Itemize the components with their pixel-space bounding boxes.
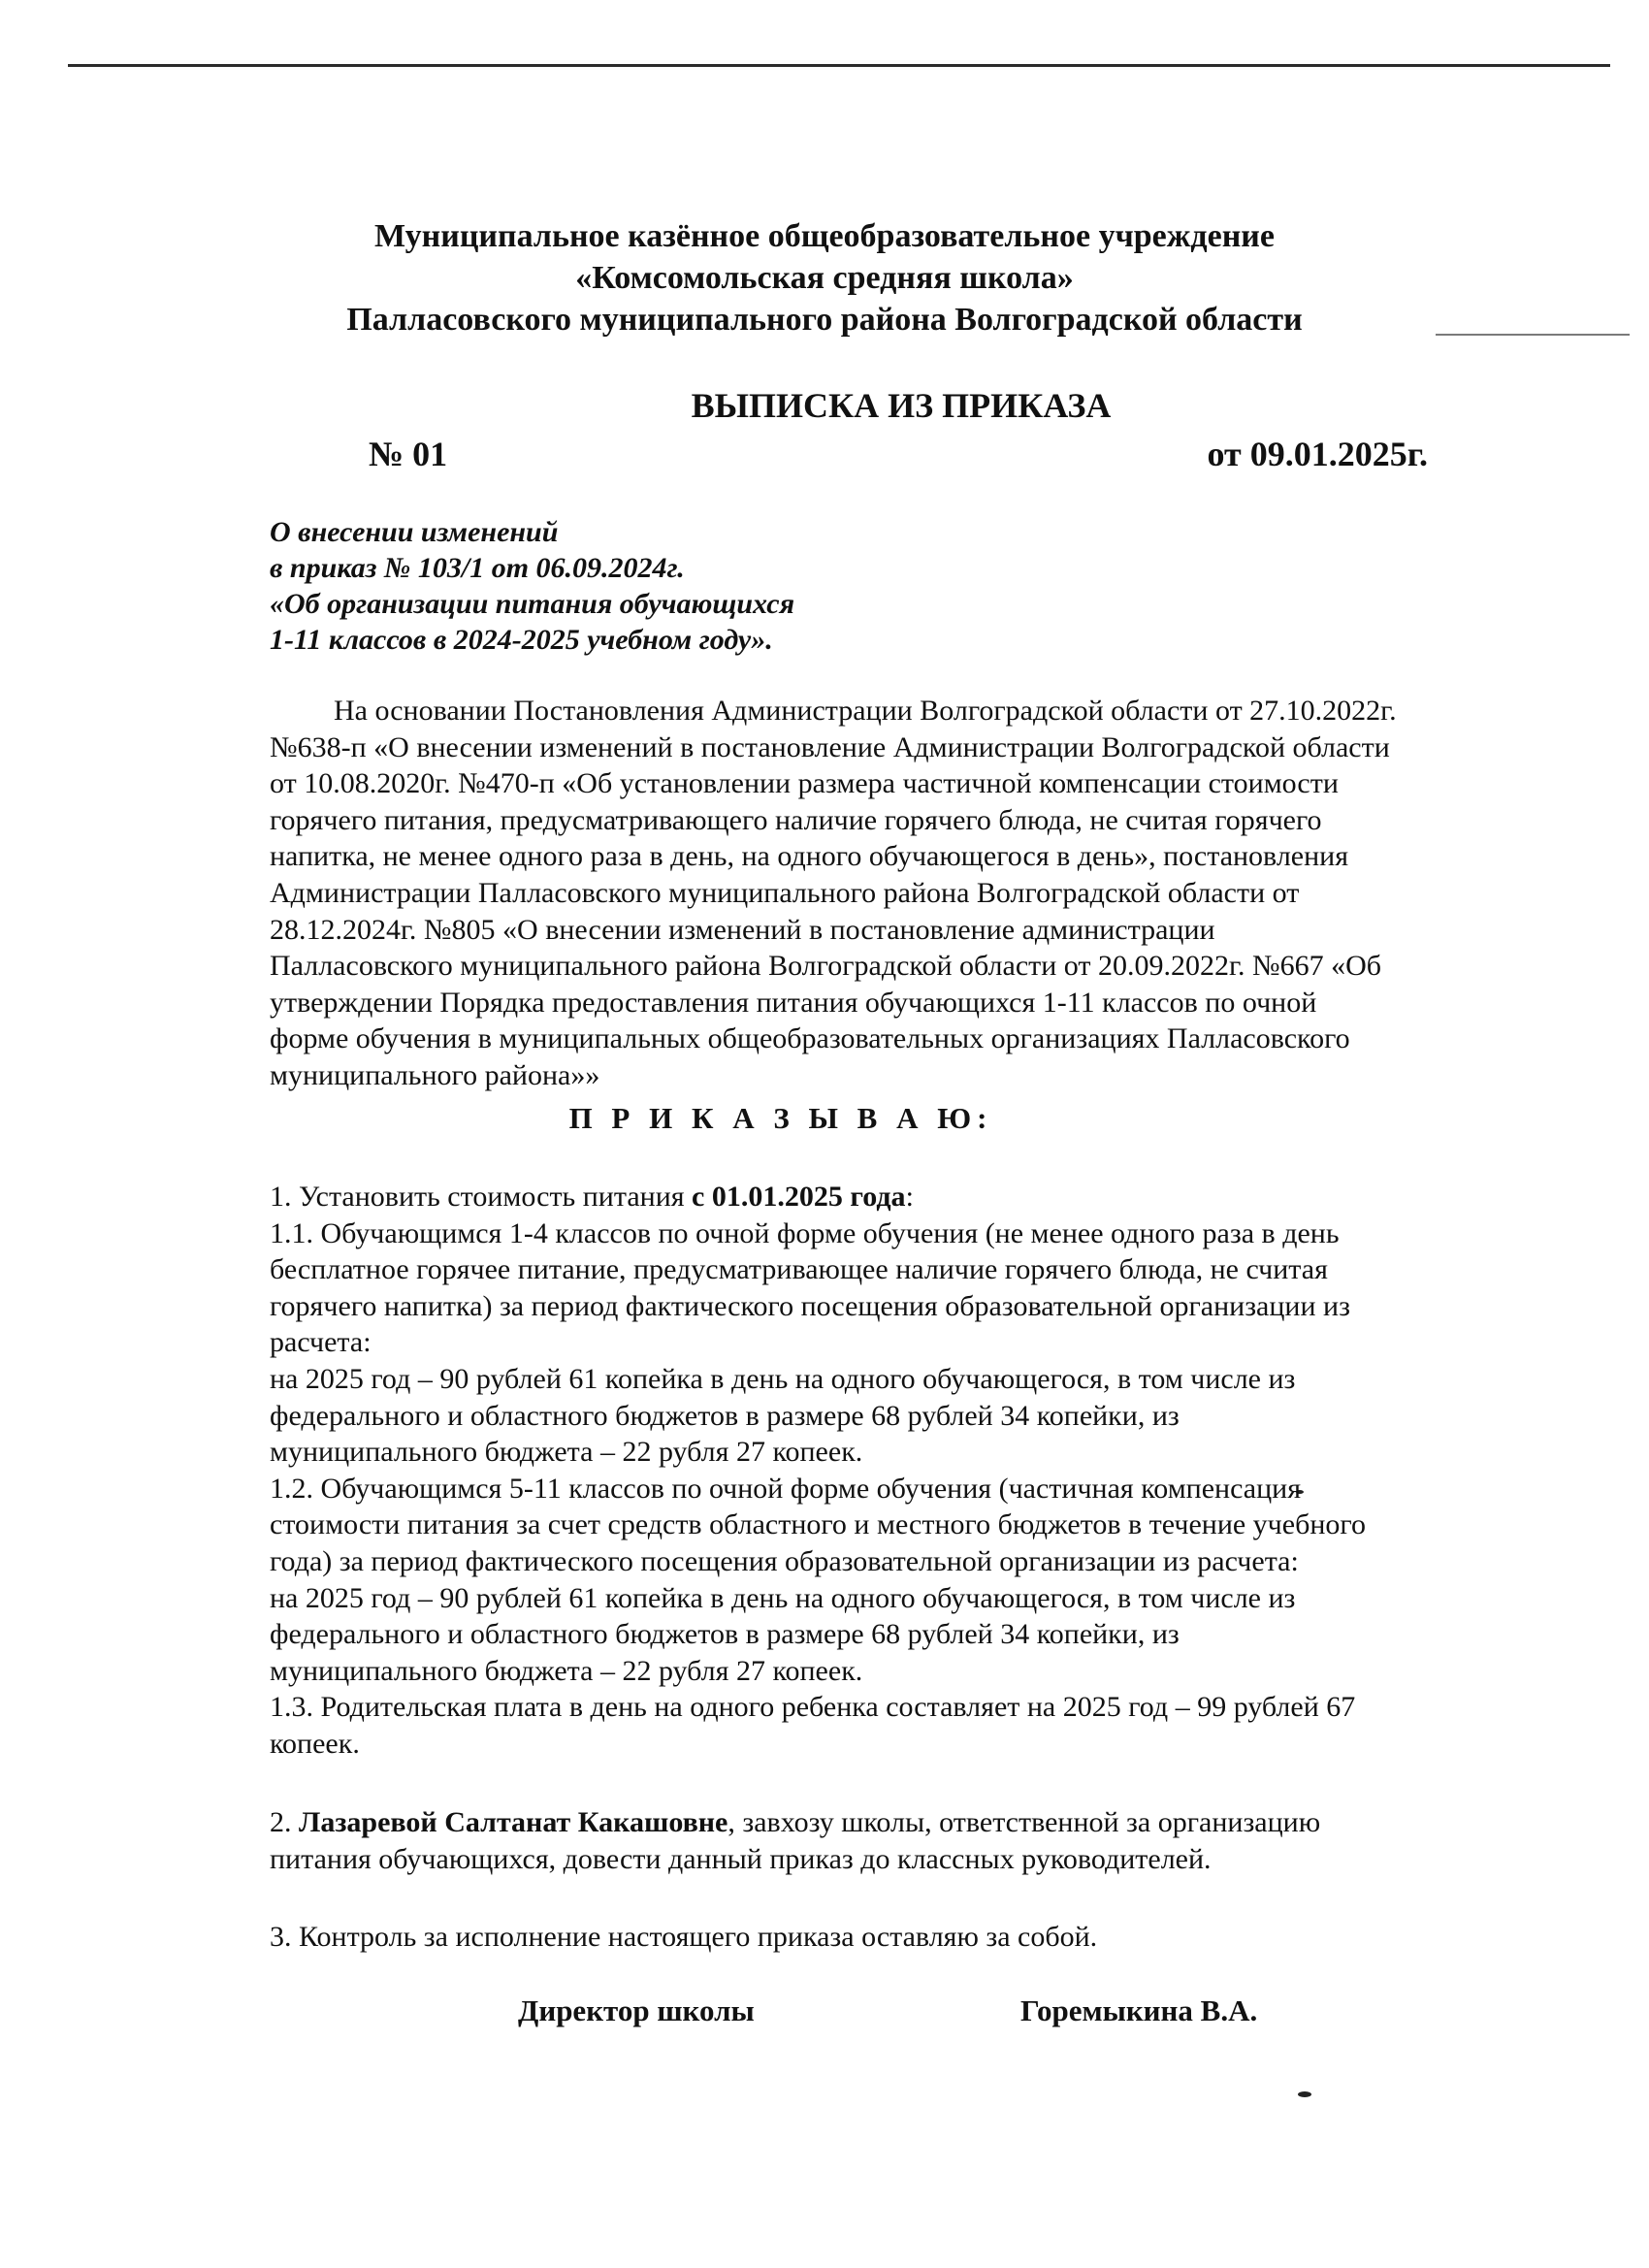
item-2-line-1-text: , завхозу школы, ответственной за организацию [728,1806,1321,1838]
basis-line: утверждении Порядка предоставления питания обучающихся 1-11 классов по очной [270,986,1317,1019]
item-1-line: горячего напитка) за период фактического посещения образовательной организации из [270,1289,1350,1322]
document-title: ВЫПИСКА ИЗ ПРИКАЗА [691,386,1112,425]
item-1-line: расчета: [270,1326,372,1359]
item-1-line: 1.2. Обучающимся 5-11 классов по очной форме обучения (частичная компенсация [270,1472,1302,1505]
basis-line: Палласовского муниципального района Волгоградской области от 20.09.2022г. №667 «Об [270,950,1381,983]
order-item-2 [270,1804,1531,1877]
item-3-line: 3. Контроль за исполнение настоящего приказа оставляю за собой. [270,1921,1098,1953]
item-1-line: стоимости питания за счет средств областного и местного бюджетов в течение учебного [270,1508,1366,1541]
basis-line: горячего питания, предусматривающего наличие горячего блюда, не считая горячего [270,803,1322,836]
item-1-line: бесплатное горячее питание, предусматривающее наличие горячего блюда, не считая [270,1253,1328,1286]
order-number: № 01 [369,435,448,473]
item-1-line: муниципального бюджета – 22 рубля 27 копеек. [270,1436,863,1469]
basis-line: №638-п «О внесении изменений в постановление Администрации Волгоградской области [270,730,1390,763]
basis-line: форме обучения в муниципальных общеобразовательных организациях Палласовского [270,1022,1350,1055]
basis-line: напитка, не менее одного раза в день, на одного обучающегося в день», постановления [270,840,1349,873]
signature-role [518,1993,755,2029]
subject-line: 1-11 классов в 2024-2025 учебном году». [270,624,773,656]
basis-line: муниципального района»» [270,1058,600,1091]
item-1-lead [270,1179,1531,1215]
basis-paragraph [270,693,1531,1094]
item-1-line: 1.1. Обучающимся 1-4 классов по очной форме обучения (не менее одного раза в день [270,1216,1340,1249]
item-1-line: на 2025 год – 90 рублей 61 копейка в день на одного обучающегося, в том числе из [270,1362,1296,1395]
order-date: от 09.01.2025г. [1207,435,1428,473]
effective-date: с 01.01.2025 года [692,1181,906,1213]
order-item-1 [270,1179,1531,1763]
item-1-line: муниципального бюджета – 22 рубля 27 копеек. [270,1654,863,1687]
order-item-3 [270,1919,1531,1956]
basis-line: Администрации Палласовского муниципального района Волгоградской области от [270,876,1300,909]
responsible-person: Лазаревой Салтанат Какашовне [299,1806,728,1838]
item-1-lead-colon: : [905,1181,914,1213]
item-2-number: 2. [270,1806,299,1838]
item-1-line: на 2025 год – 90 рублей 61 копейка в день на одного обучающегося, в том числе из [270,1581,1296,1614]
item-2-line-1 [270,1804,1531,1841]
signature-role-text: Директор школы [518,1993,755,2027]
institution-line-2: «Комсомольская средняя школа» [575,260,1074,296]
item-2-line-2: питания обучающихся, довести данный приказ до классных руководителей. [270,1842,1212,1875]
institution-line-3: Палласовского муниципального района Волгоградской области [346,302,1303,338]
scan-edge-line [68,64,1610,67]
item-1-line: копеек. [270,1727,360,1760]
item-1-lead-text: 1. Установить стоимость питания [270,1181,693,1213]
basis-line: 28.12.2024г. №805 «О внесении изменений в постановление администрации [270,913,1215,946]
subject-line: «Об организации питания обучающихся [270,588,795,620]
institution-header [0,215,1649,340]
institution-line-1: Муниципальное казённое общеобразовательное учреждение [374,218,1275,254]
item-1-line: федерального и областного бюджетов в размере 68 рублей 34 копейки, из [270,1399,1180,1432]
scan-speck [1298,2091,1311,2097]
signature-name-text: Горемыкина В.А. [1020,1993,1258,2027]
item-1-line: федерального и областного бюджетов в размере 68 рублей 34 копейки, из [270,1618,1180,1651]
subject-line: О внесении изменений [270,516,559,548]
basis-line: от 10.08.2020г. №470-п «Об установлении размера частичной компенсации стоимости [270,767,1339,800]
order-subject [270,514,794,658]
basis-line: На основании Постановления Администрации Волгоградской области от 27.10.2022г. [334,695,1397,727]
signature-name [1020,1993,1257,2029]
item-1-line: 1.3. Родительская плата в день на одного ребенка составляет на 2025 год – 99 рублей 67 [270,1691,1356,1724]
subject-line: в приказ № 103/1 от 06.09.2024г. [270,552,685,584]
decree-heading: П Р И К А З Ы В А Ю: [568,1101,993,1135]
item-1-line: года) за период фактического посещения образовательной организации из расчета: [270,1544,1299,1577]
